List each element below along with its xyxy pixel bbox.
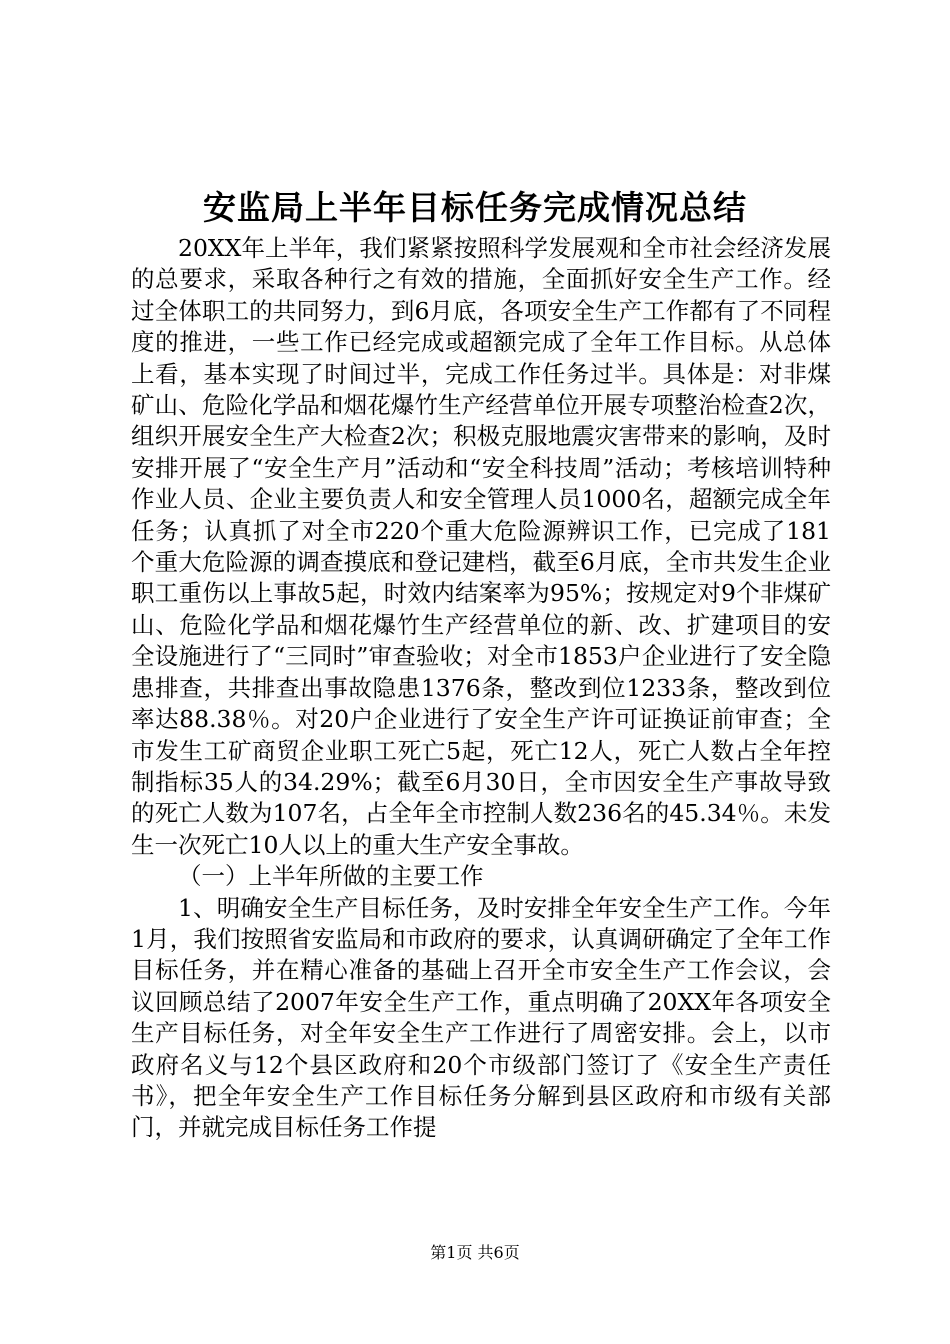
document-body — [131, 233, 831, 1144]
document-title: 安监局上半年目标任务完成情况总结 — [203, 188, 747, 227]
page-number-footer: 第1页 共6页 — [430, 1243, 520, 1262]
paragraph-item-1: 1、明确安全生产目标任务，及时安排全年安全生产工作。今年1月，我们按照省安监局和市政府的要求，认真调研确定了全年工作目标任务，并在精心准备的基础上召开全市安全生产工作会议，会议回顾总结了2007年安全生产工作，重点明确了20XX年各项安全生产目标任务，对全年安全生产工作进行了周密安排。会上，以市政府名义与12个县区政府和20个市级部门签订了《安全生产责任书》，把全年安全生产工作目标任务分解到县区政府和市级有关部门，并就完成目标任务工作提 — [131, 893, 831, 1142]
paragraph-intro: 20XX年上半年，我们紧紧按照科学发展观和全市社会经济发展的总要求，采取各种行之有效的措施，全面抓好安全生产工作。经过全体职工的共同努力，到6月底，各项安全生产工作都有了不同程度的推进，一些工作已经完成或超额完成了全年工作目标。从总体上看，基本实现了时间过半，完成工作任务过半。具体是：对非煤矿山、危险化学品和烟花爆竹生产经营单位开展专项整治检查2次，组织开展安全生产大检查2次；积极克服地震灾害带来的影响，及时安排开展了“安全生产月”活动和“安全科技周”活动；考核培训特种作业人员、企业主要负责人和安全管理人员1000名，超额完成全年任务；认真抓了对全市220个重大危险源辨识工作，已完成了181个重大危险源的调查摸底和登记建档，截至6月底，全市共发生企业职工重伤以上事故5起，时效内结案率为95%；按规定对9个非煤矿山、危险化学品和烟花爆竹生产经营单位的新、改、扩建项目的安全设施进行了“三同时”审查验收；对全市1853户企业进行了安全隐患排查，共排查出事故隐患1376条，整改到位1233条，整改到位率达88.38％。对20户企业进行了安全生产许可证换证前审查；全市发生工矿商贸企业职工死亡5起，死亡12人，死亡人数占全年控制指标35人的34.29%；截至6月30日，全市因安全生产事故导致的死亡人数为107名，占全年全市控制人数236名的45.34％。未发生一次死亡10人以上的重大生产安全事故。 — [131, 234, 831, 859]
section-heading: （一）上半年所做的主要工作 — [178, 862, 484, 891]
